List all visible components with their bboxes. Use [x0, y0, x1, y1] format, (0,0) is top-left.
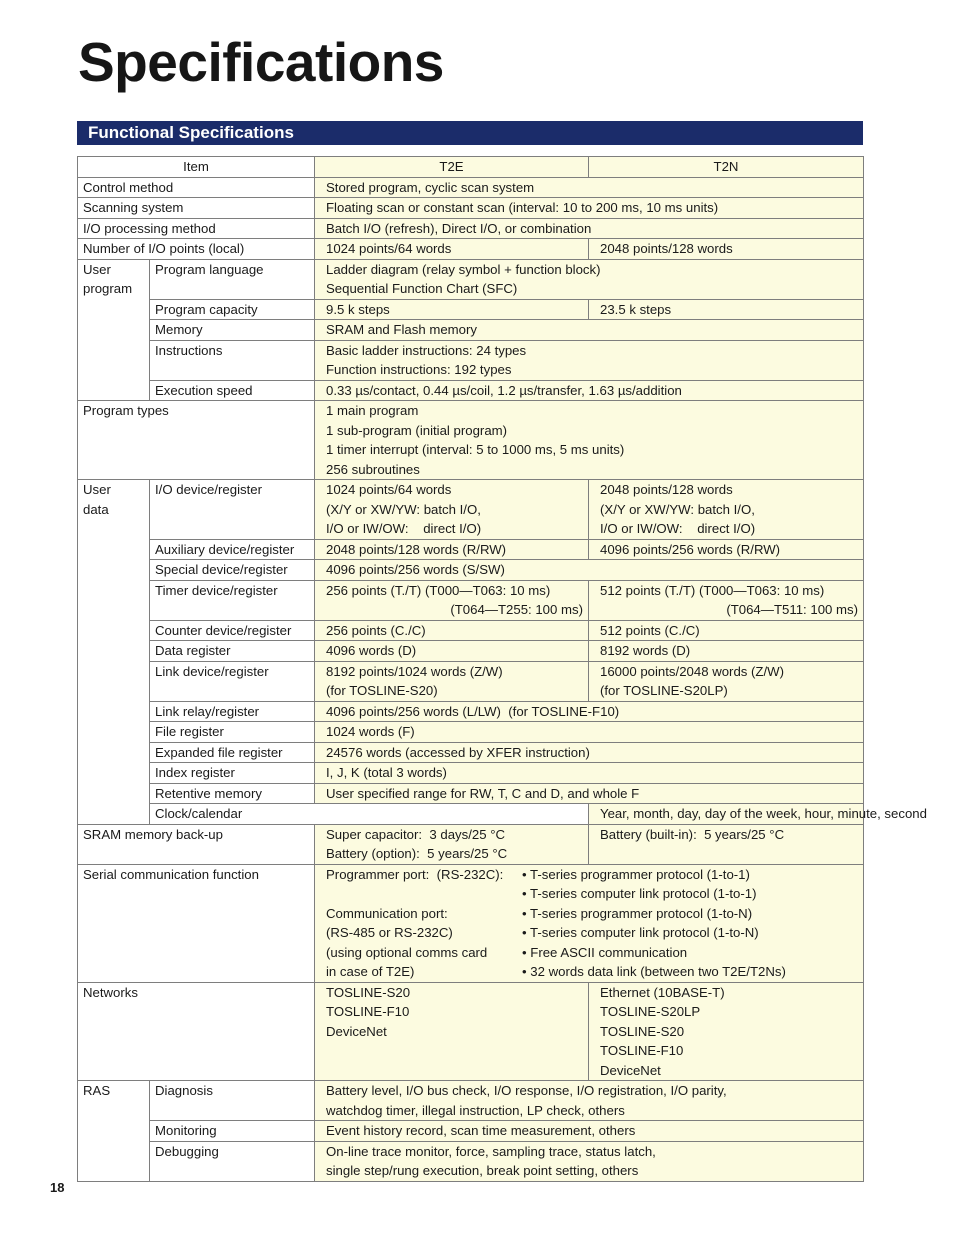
row-label: Control method	[78, 177, 315, 198]
row-value-t2e: Super capacitor: 3 days/25 °C Battery (option): 5 years/25 °C	[315, 824, 589, 864]
table-row	[78, 804, 864, 825]
row-label: Memory	[150, 320, 315, 341]
row-value: 1024 words (F)	[315, 722, 864, 743]
row-value-t2n: 2048 points/128 words	[589, 239, 864, 260]
row-label: Program types	[78, 401, 315, 480]
row-value: Programmer port: (RS-232C): • T-series programmer protocol (1-to-1) • T-series computer link protocol (1-to-1) Communication port: (RS-485 or RS-232C) (using optional comms card in case of T2E) • T-series programmer protocol (1-to-N) • T-series computer link protocol (1-to-N) • Free ASCII communication • 32 words data link (between two T2E/T2Ns)	[315, 864, 864, 982]
row-label: Program capacity	[150, 299, 315, 320]
table-row	[78, 1081, 864, 1121]
row-value: User specified range for RW, T, C and D, and whole F	[315, 783, 864, 804]
header-t2e: T2E	[315, 157, 589, 178]
table-row	[78, 198, 864, 219]
page-number: 18	[50, 1180, 65, 1195]
table-row	[78, 641, 864, 662]
page-title: Specifications	[78, 31, 444, 93]
row-value-t2n: 23.5 k steps	[589, 299, 864, 320]
table-row	[78, 299, 864, 320]
header-t2n: T2N	[589, 157, 864, 178]
table-row	[78, 401, 864, 480]
table-row	[78, 480, 864, 540]
row-value-t2n: 512 points (C./C)	[589, 620, 864, 641]
row-value-t2n: 2048 points/128 words (X/Y or XW/YW: batch I/O, I/O or IW/OW: direct I/O)	[589, 480, 864, 540]
row-label: Index register	[150, 763, 315, 784]
row-value-t2e: TOSLINE-S20 TOSLINE-F10 DeviceNet	[315, 982, 589, 1081]
table-row	[78, 1141, 864, 1181]
table-row	[78, 218, 864, 239]
table-row	[78, 539, 864, 560]
header-item: Item	[78, 157, 315, 178]
row-label: Number of I/O points (local)	[78, 239, 315, 260]
section-header: Functional Specifications	[77, 121, 863, 145]
row-value-t2n: 16000 points/2048 words (Z/W) (for TOSLINE-S20LP)	[589, 661, 864, 701]
table-row	[78, 1121, 864, 1142]
row-label: Monitoring	[150, 1121, 315, 1142]
row-label: Link relay/register	[150, 701, 315, 722]
row-label: Execution speed	[150, 380, 315, 401]
group-label-user-data: User data	[78, 480, 150, 825]
table-row	[78, 824, 864, 864]
row-label: Networks	[78, 982, 315, 1081]
table-row	[78, 177, 864, 198]
table-row	[78, 742, 864, 763]
row-value-t2e: 9.5 k steps	[315, 299, 589, 320]
row-value-t2e: 2048 points/128 words (R/RW)	[315, 539, 589, 560]
row-value-t2e: 256 points (T./T) (T000—T063: 10 ms) (T064—T255: 100 ms)	[315, 580, 589, 620]
table-row	[78, 620, 864, 641]
group-label-ras: RAS	[78, 1081, 150, 1182]
row-label: Link device/register	[150, 661, 315, 701]
row-value: Floating scan or constant scan (interval: 10 to 200 ms, 10 ms units)	[315, 198, 864, 219]
row-value: 24576 words (accessed by XFER instruction)	[315, 742, 864, 763]
table-row	[78, 580, 864, 620]
row-value: Battery level, I/O bus check, I/O response, I/O registration, I/O parity, watchdog timer, illegal instruction, LP check, others	[315, 1081, 864, 1121]
row-value: 1 main program 1 sub-program (initial program) 1 timer interrupt (interval: 5 to 1000 ms, 5 ms units) 256 subroutines	[315, 401, 864, 480]
row-value-t2e: 1024 points/64 words	[315, 239, 589, 260]
row-value: Basic ladder instructions: 24 types Function instructions: 192 types	[315, 340, 864, 380]
table-row	[78, 320, 864, 341]
row-value: Stored program, cyclic scan system	[315, 177, 864, 198]
table-row	[78, 239, 864, 260]
row-value: 4096 points/256 words (L/LW) (for TOSLINE-F10)	[315, 701, 864, 722]
row-label: Serial communication function	[78, 864, 315, 982]
row-label: Auxiliary device/register	[150, 539, 315, 560]
row-value: I, J, K (total 3 words)	[315, 763, 864, 784]
table-row	[78, 560, 864, 581]
table-row	[78, 982, 864, 1081]
table-row	[78, 864, 864, 982]
row-value: Event history record, scan time measurement, others	[315, 1121, 864, 1142]
table-row	[78, 380, 864, 401]
row-label: SRAM memory back-up	[78, 824, 315, 864]
row-value-t2e: 8192 points/1024 words (Z/W) (for TOSLINE-S20)	[315, 661, 589, 701]
row-label: File register	[150, 722, 315, 743]
row-value-t2n: 8192 words (D)	[589, 641, 864, 662]
row-label: Counter device/register	[150, 620, 315, 641]
row-label: Diagnosis	[150, 1081, 315, 1121]
row-label: Instructions	[150, 340, 315, 380]
row-label: Retentive memory	[150, 783, 315, 804]
row-value-t2e: 4096 words (D)	[315, 641, 589, 662]
row-value-t2n: Ethernet (10BASE-T) TOSLINE-S20LP TOSLINE-S20 TOSLINE-F10 DeviceNet	[589, 982, 864, 1081]
table-row	[78, 722, 864, 743]
row-value: 4096 points/256 words (S/SW)	[315, 560, 864, 581]
row-label: Program language	[150, 259, 315, 299]
row-value: Ladder diagram (relay symbol + function block) Sequential Function Chart (SFC)	[315, 259, 864, 299]
table-row	[78, 783, 864, 804]
group-label-user-program: User program	[78, 259, 150, 401]
row-value-t2n: Battery (built-in): 5 years/25 °C	[589, 824, 864, 864]
row-value-t2n: 4096 points/256 words (R/RW)	[589, 539, 864, 560]
row-label: Timer device/register	[150, 580, 315, 620]
functional-specifications-table	[77, 156, 927, 1182]
row-label: I/O processing method	[78, 218, 315, 239]
row-label: Clock/calendar	[150, 804, 589, 825]
row-value-t2e: 256 points (C./C)	[315, 620, 589, 641]
row-label: Debugging	[150, 1141, 315, 1181]
table-row	[78, 701, 864, 722]
row-value: Batch I/O (refresh), Direct I/O, or combination	[315, 218, 864, 239]
row-value: Year, month, day, day of the week, hour, minute, second	[589, 804, 864, 825]
row-label: Special device/register	[150, 560, 315, 581]
row-value-t2e: 1024 points/64 words (X/Y or XW/YW: batch I/O, I/O or IW/OW: direct I/O)	[315, 480, 589, 540]
row-value: On-line trace monitor, force, sampling trace, status latch, single step/rung execution, break point setting, others	[315, 1141, 864, 1181]
row-label: Expanded file register	[150, 742, 315, 763]
row-value: 0.33 µs/contact, 0.44 µs/coil, 1.2 µs/transfer, 1.63 µs/addition	[315, 380, 864, 401]
row-value-t2n: 512 points (T./T) (T000—T063: 10 ms) (T064—T511: 100 ms)	[589, 580, 864, 620]
table-row	[78, 661, 864, 701]
table-header-row	[78, 157, 864, 178]
row-value: SRAM and Flash memory	[315, 320, 864, 341]
table-row	[78, 259, 864, 299]
table-row	[78, 340, 864, 380]
table-row	[78, 763, 864, 784]
row-label: Data register	[150, 641, 315, 662]
row-label: Scanning system	[78, 198, 315, 219]
row-label: I/O device/register	[150, 480, 315, 540]
